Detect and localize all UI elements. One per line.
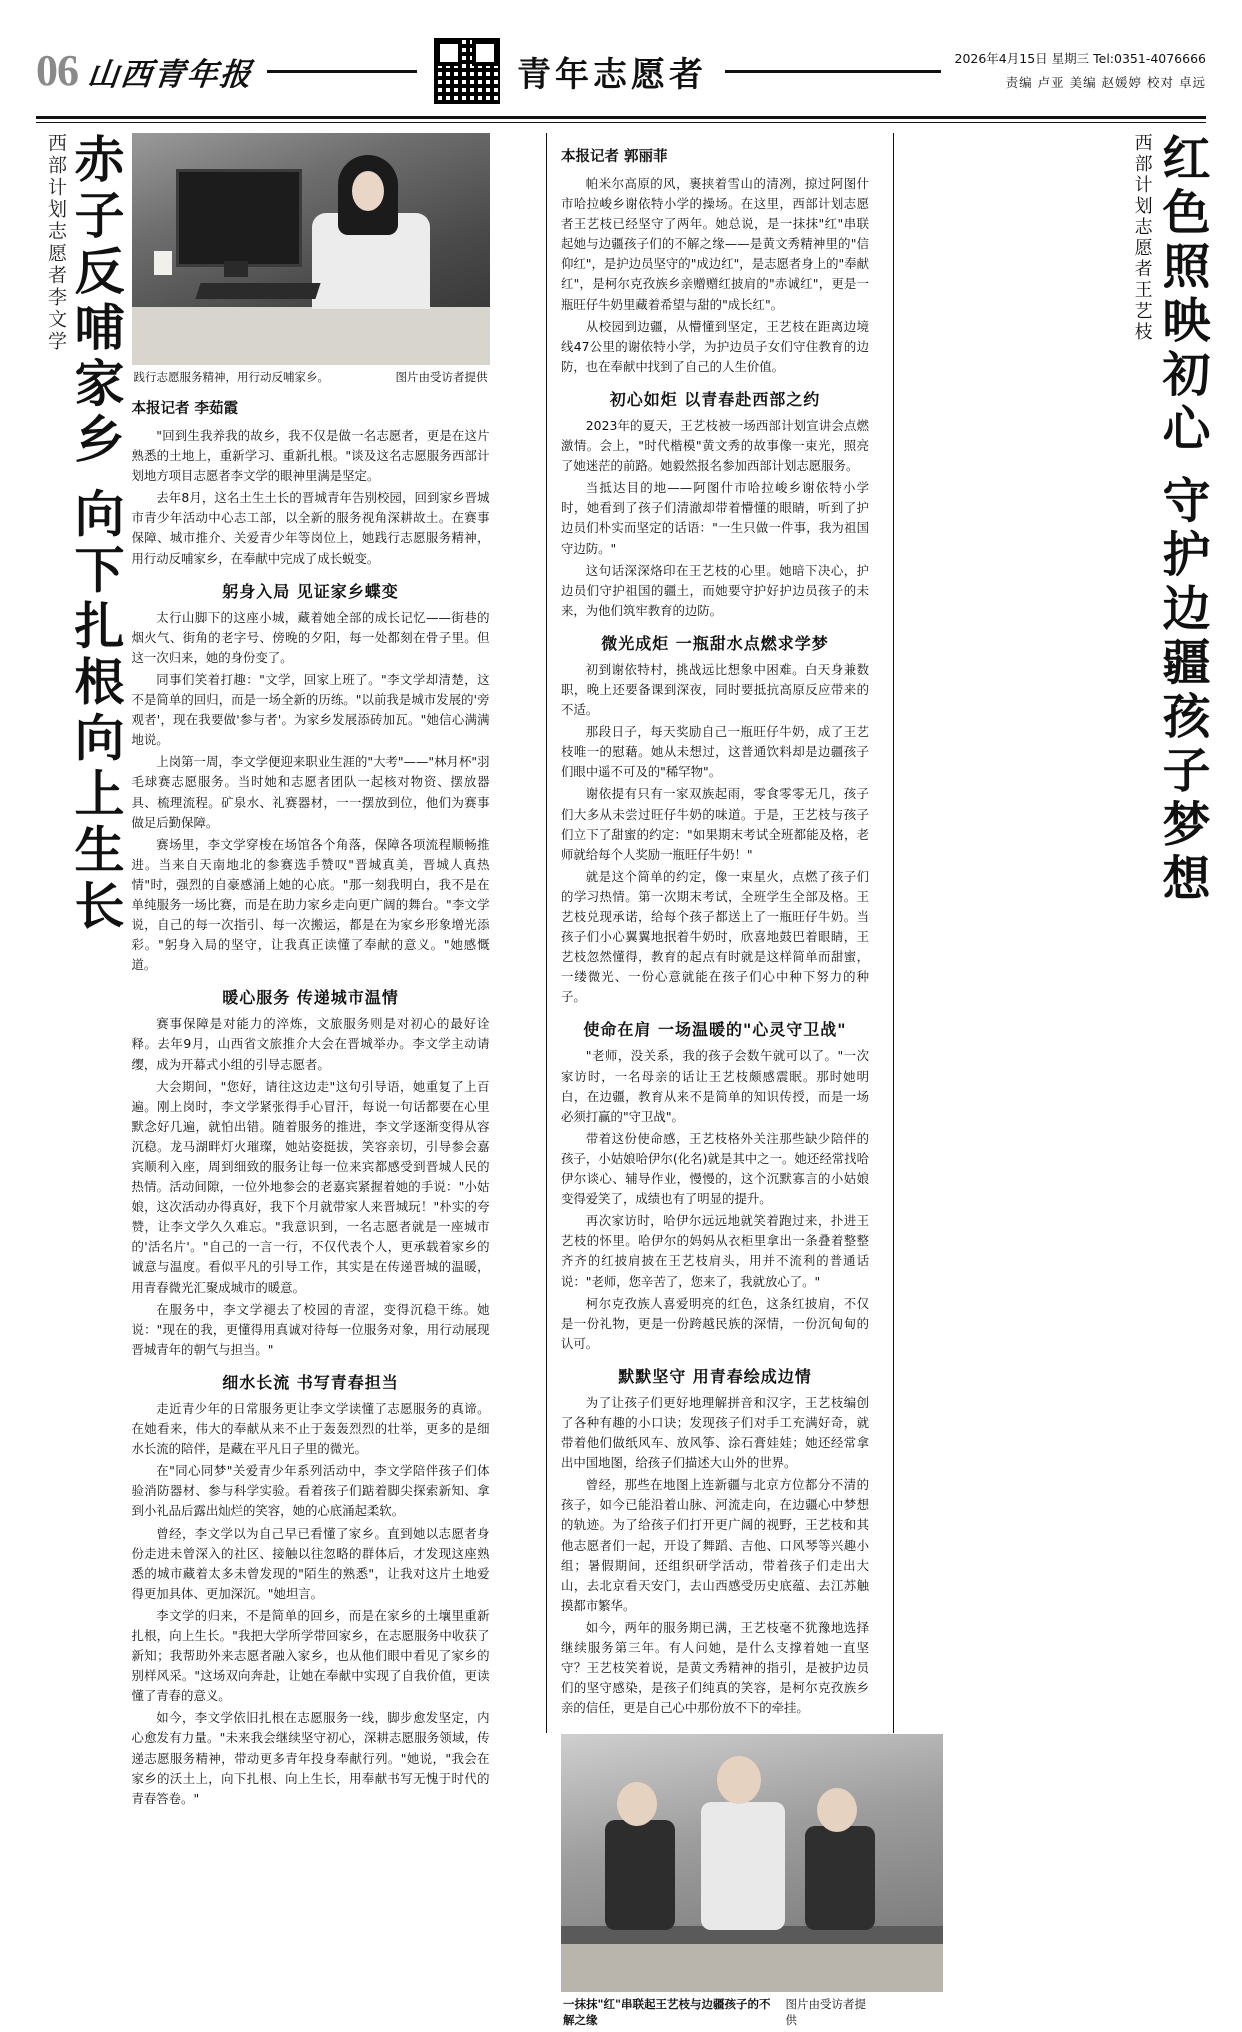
- article-left: [36, 133, 536, 1806]
- right-s3-p1: "老师，没关系，我的孩子会数午就可以了。"一次家访时，一名母亲的话让王艺枝颇感震眠。那时她明白，在边疆，教育从来不是简单的知识传授，而是一场必须打赢的"守卫战"。: [561, 1048, 869, 1124]
- left-headline: 赤子反哺家乡 向下扎根向上生长: [67, 133, 124, 936]
- left-photo-credit: 图片由受访者提供: [395, 370, 488, 384]
- right-s2-p1: 初到谢依特村，挑战远比想象中困难。白天身兼数职，晚上还要备课到深夜，同时要抵抗高原反应带来的不适。: [561, 661, 869, 718]
- right-headline-block: [906, 133, 1206, 1733]
- right-text-column: [561, 133, 881, 2028]
- left-byline: 本报记者 李茹霞: [131, 401, 239, 417]
- right-s4-p2: 曾经，那些在地图上连新疆与北京方位都分不清的孩子，如今已能沿着山脉、河流走向，在边疆心中梦想的轨迹。为了给孩子们打开更广阔的视野，王艺枝和其他志愿者们一起，开设了舞蹈、吉他、口风琴等兴趣小组；暑假期间，还组织研学活动，带着孩子们走出大山，去北京看天安门，去山西感受历史底蕴、去江苏触摸都市繁华。: [561, 1477, 869, 1613]
- left-headline-block: [36, 133, 122, 1163]
- right-photo-credit: 图片由受访者提供: [785, 1997, 866, 2028]
- masthead-rule-left: [267, 70, 417, 73]
- right-section-4-title: 默默坚守 用青春绘成边情: [618, 1366, 812, 1386]
- left-s2-p2: 大会期间，"您好，请往这边走"这句引导语，她重复了上百遍。刚上岗时，李文学紧张得手心冒汗，每说一句话都要在心里默念好几遍，就怕出错。随着服务的推进，李文学逐渐变得从容沉稳。龙马湖畔灯火璀璨，她站姿挺拔，笑容亲切，引导参会嘉宾顺利入座，周到细致的服务让每一位来宾都感受到晋城人民的热情。活动间隙，一位外地参会的老嘉宾紧握着她的手说："小姑娘，这次活动办得真好，我下个月就带家人来晋城玩！"朴实的夸赞，让李文学久久难忘。"我意识到，一名志愿者就是一座城市的'活名片'。"自己的一言一行，不仅代表个人，更承载着家乡的诚意与温度。看似平凡的引导工作，其实是在传递晋城的温暖，用青春微光汇聚成城市的暖意。: [131, 1078, 490, 1295]
- left-photo-caption: 践行志愿服务精神，用行动反哺家乡。: [133, 370, 329, 384]
- masthead: [36, 28, 1206, 114]
- left-s1-p1: 太行山脚下的这座小城，藏着她全部的成长记忆——街巷的烟火气、街角的老字号、傍晚的夕阳，每一处都刻在骨子里。但这一次归来，她的身份变了。: [131, 609, 490, 665]
- left-s1-p3: 上岗第一周，李文学便迎来职业生涯的"大考"——"林月杯"羽毛球赛志愿服务。当时她和志愿者团队一起核对物资、摆放器具、梳理流程。矿泉水、礼赛器材，一一摆放到位，他们为赛事做足后勤保障。: [131, 754, 490, 830]
- right-section-3-title: 使命在肩 一场温暖的"心灵守卫战": [583, 1020, 847, 1040]
- left-s3-p4: 李文学的归来，不是简单的回乡，而是在家乡的土壤里重新扎根，向上生长。"我把大学所学带回家乡，在志愿服务中收获了新知；我帮助外来志愿者融入家乡，也从他们眼中看见了家乡的别样风采。"这场双向奔赴，让她在奉献中实现了自我价值，更读懂了青春的意义。: [131, 1607, 490, 1704]
- right-s2-p3: 谢依提有只有一家双族起雨，零食零零无几，孩子们大多从未尝过旺仔牛奶的味道。于是，王艺枝与孩子们立下了甜蜜的约定："如果期末考试全班都能及格，老师就给每个人奖励一瓶旺仔牛奶！": [561, 786, 869, 862]
- right-headline: 红色照映初心 守护边疆孩子梦想: [1155, 133, 1208, 907]
- right-photo-caption-bar: [561, 1992, 869, 2032]
- right-s3-p3: 再次家访时，哈伊尔远远地就笑着跑过来，扑进王艺枝的怀里。哈伊尔的妈妈从衣柜里拿出一条叠着整整齐齐的红披肩披在王艺枝肩头，用并不流利的普通话说："老师，您辛苦了，您来了，我就放心了。": [561, 1213, 869, 1289]
- left-s3-p3: 曾经，李文学以为自己早已看懂了家乡。直到她以志愿者身份走进未曾深入的社区、接触以往忽略的群体后，才发现这座熟悉的城市藏着太多未曾发现的"陌生的熟悉"，让我对这片土地爱得更加具体、更加深沉。"她坦言。: [131, 1525, 490, 1601]
- right-s3-p4: 柯尔克孜族人喜爱明亮的红色，这条红披肩，不仅是一份礼物，更是一份跨越民族的深情，一份沉甸甸的认可。: [561, 1295, 869, 1351]
- right-photo-caption: 一抹抹"红"串联起王艺枝与边疆孩子的不解之缘: [563, 1997, 771, 2028]
- left-section-2-title: 暖心服务 传递城市温情: [222, 988, 399, 1008]
- right-s4-p3: 如今，两年的服务期已满，王艺枝毫不犹豫地选择继续服务第三年。有人问她，是什么支撑着她一直坚守？王艺枝笑着说，是黄文秀精神的指引，是被护边员们的坚守感染，是孩子们纯真的笑容，是柯尔克孜族乡亲的信任，更是自己心中那份放不下的牵挂。: [561, 1619, 869, 1716]
- left-s3-p2: 在"同心同梦"关爱青少年系列活动中，李文学陪伴孩子们体验消防器材、参与科学实验。看着孩子们踮着脚尖探索新知、拿到小礼品后露出灿烂的笑容，她的心底涌起柔软。: [131, 1463, 490, 1519]
- right-section-2-title: 微光成炬 一瓶甜水点燃求学梦: [601, 633, 829, 653]
- right-lead-p2: 从校园到边疆，从懵懂到坚定，王艺枝在距离边境线47公里的谢依特小学，为护边员子女们守住教育的边防，也在奉献中找到了自己的人生价值。: [561, 318, 869, 374]
- left-subhead: 西部计划志愿者李文学: [45, 133, 66, 353]
- right-inner-divider: [893, 133, 894, 1733]
- right-s1-p3: 这句话深深烙印在王艺枝的心里。她暗下决心，护边员们守护祖国的疆土，而她要守护好护边员孩子的未来，为他们筑牢教育的边防。: [561, 562, 869, 618]
- masthead-divider-thin: [36, 122, 1206, 123]
- column-divider: [546, 133, 547, 1733]
- right-s3-p2: 带着这份使命感，王艺枝格外关注那些缺少陪伴的孩子，小姑娘哈伊尔(化名)就是其中之一。她还经常找哈伊尔谈心、辅导作业，慢慢的，这个沉默寡言的小姑娘变得爱笑了，成绩也有了明显的提升。: [561, 1130, 869, 1207]
- left-lead-p1: "回到生我养我的故乡，我不仅是做一名志愿者，更是在这片熟悉的土地上，重新学习、重新扎根。"谈及这名志愿服务西部计划地方项目志愿者李文学的眼神里满是坚定。: [131, 428, 490, 484]
- section-title: 青年志愿者: [517, 56, 707, 94]
- left-s3-p5: 如今，李文学依旧扎根在志愿服务一线，脚步愈发坚定，内心愈发有力量。"未来我会继续坚守初心，深耕志愿服务领域，传递志愿服务精神，带动更多青年投身奉献行列。"她说，"我会在家乡的沃土上，向下扎根、向上生长，用奉献书写无愧于时代的青春答卷。": [131, 1710, 490, 1806]
- publish-date: 2026年4月15日 星期三 Tel:0351-4076666: [954, 51, 1206, 67]
- left-s1-p4: 赛场里，李文学穿梭在场馆各个角落，保障各项流程顺畅推进。当来自天南地北的参赛选手赞叹"晋城真美，晋城人真热情"时，强烈的自豪感涌上她的心底。"那一刻我明白，我不是在单纯服务一场比赛，而是在助力家乡走向更广阔的舞台。"李文学说，自己的每一次指引、每一次搬运，都是在为家乡形象增光添彩。"躬身入局的坚守，让我真正读懂了奉献的意义。"她感慨道。: [131, 836, 490, 973]
- qr-code-icon[interactable]: [431, 35, 503, 107]
- left-photo-caption-bar: [132, 365, 490, 385]
- masthead-meta: [955, 47, 1207, 95]
- article-right: [557, 133, 1208, 2028]
- left-s2-p3: 在服务中，李文学褪去了校园的青涩，变得沉稳干练。她说："现在的我，更懂得用真诚对待每一位服务对象，用行动展现晋城青年的朝气与担当。": [131, 1301, 490, 1357]
- right-section-1-title: 初心如炬 以青春赴西部之约: [609, 389, 821, 409]
- right-byline: 本报记者 郭丽菲: [561, 149, 668, 165]
- left-s1-p2: 同事们笑着打趣："文学，回家上班了。"李文学却清楚，这不是简单的回归，而是一场全新的历练。"以前我是城市发展的'旁观者'，现在我要做'参与者'。为家乡发展添砖加瓦。"她信心满满地说。: [131, 671, 490, 748]
- right-s1-p2: 当抵达目的地——阿图什市哈拉峻乡谢依特小学时，她看到了孩子们清澈却带着懵懂的眼睛，听到了护边员们朴实而坚定的话语："一生只做一件事，我为祖国守边防。": [561, 480, 869, 556]
- right-article-photo: [561, 1734, 943, 1992]
- masthead-rule-right: [725, 70, 941, 73]
- right-subhead: 西部计划志愿者王艺枝: [1132, 133, 1153, 343]
- left-section-1-title: 躬身入局 见证家乡蝶变: [222, 581, 399, 601]
- left-section-3-title: 细水长流 书写青春担当: [222, 1372, 399, 1392]
- right-s4-p1: 为了让孩子们更好地理解拼音和汉字，王艺枝编创了各种有趣的小口诀；发现孩子们对手工充满好奇，就带着他们做纸风车、放风筝、涂石膏娃娃；她还经常拿出中国地图，给孩子们描述大山外的世界。: [561, 1394, 869, 1471]
- left-s3-p1: 走近青少年的日常服务更让李文学读懂了志愿服务的真谛。在她看来，伟大的奉献从来不止于轰轰烈烈的壮举，更多的是细水长流的陪伴，是藏在平凡日子里的微光。: [131, 1400, 490, 1457]
- left-article-photo: [132, 133, 490, 365]
- right-s2-p2: 那段日子，每天奖励自己一瓶旺仔牛奶，成了王艺枝唯一的慰藉。她从未想过，这普通饮料却是边疆孩子们眼中遥不可及的"稀罕物"。: [561, 724, 869, 780]
- right-s1-p1: 2023年的夏天，王艺枝被一场西部计划宣讲会点燃激情。会上，"时代楷模"黄文秀的故事像一束光，照亮了她迷茫的前路。她毅然报名参加西部计划志愿服务。: [561, 417, 869, 474]
- paper-title: 山西青年报: [85, 56, 255, 92]
- staff-credits: 责编 卢亚 美编 赵媛婷 校对 卓远: [1005, 75, 1206, 90]
- right-lead-p1: 帕米尔高原的风，裹挟着雪山的清冽，掠过阿图什市哈拉峻乡谢依特小学的操场。在这里，西部计划志愿者王艺枝已经坚守了两年。她总说，是一抹抹"红"串联起她与边疆孩子们的不解之缘——是黄文秀精神里的"信仰红"，是护边员坚守的"成边红"，是志愿者身上的"奉献红"，是柯尔克孜族乡亲赠赠红披肩的"赤诚红"，更是一瓶旺仔牛奶里藏着希望与甜的"成长红"。: [561, 176, 869, 312]
- masthead-divider-thick: [36, 116, 1206, 119]
- page-folio: 06: [36, 46, 78, 95]
- page-content: [36, 133, 1208, 2028]
- left-photo-block: [132, 133, 490, 1811]
- left-s2-p1: 赛事保障是对能力的淬炼，文旅服务则是对初心的最好诠释。去年9月，山西省文旅推介大会在晋城举办。李文学主动请缨，成为开幕式小组的引导志愿者。: [131, 1016, 490, 1072]
- left-lead-p2: 去年8月，这名土生土长的晋城青年告别校园，回到家乡晋城市青少年活动中心志工部，以全新的服务视角深耕故土。在赛事保障、城市推介、关爱青少年等岗位上，她践行志愿服务精神，用行动反哺家乡，在奉献中完成了成长蜕变。: [131, 490, 490, 566]
- right-s2-p4: 就是这个简单的约定，像一束星火，点燃了孩子们的学习热情。第一次期末考试，全班学生全部及格。王艺枝兑现承诺，给每个孩子都送上了一瓶旺仔牛奶。当孩子们小心翼翼地抿着牛奶时，欣喜地鼓巴着眼睛，王艺枝忽然懂得，教育的起点有时就是这样简单而甜蜜，一缕微光、一份心意就能在孩子们心中种下努力的种子。: [561, 868, 869, 1005]
